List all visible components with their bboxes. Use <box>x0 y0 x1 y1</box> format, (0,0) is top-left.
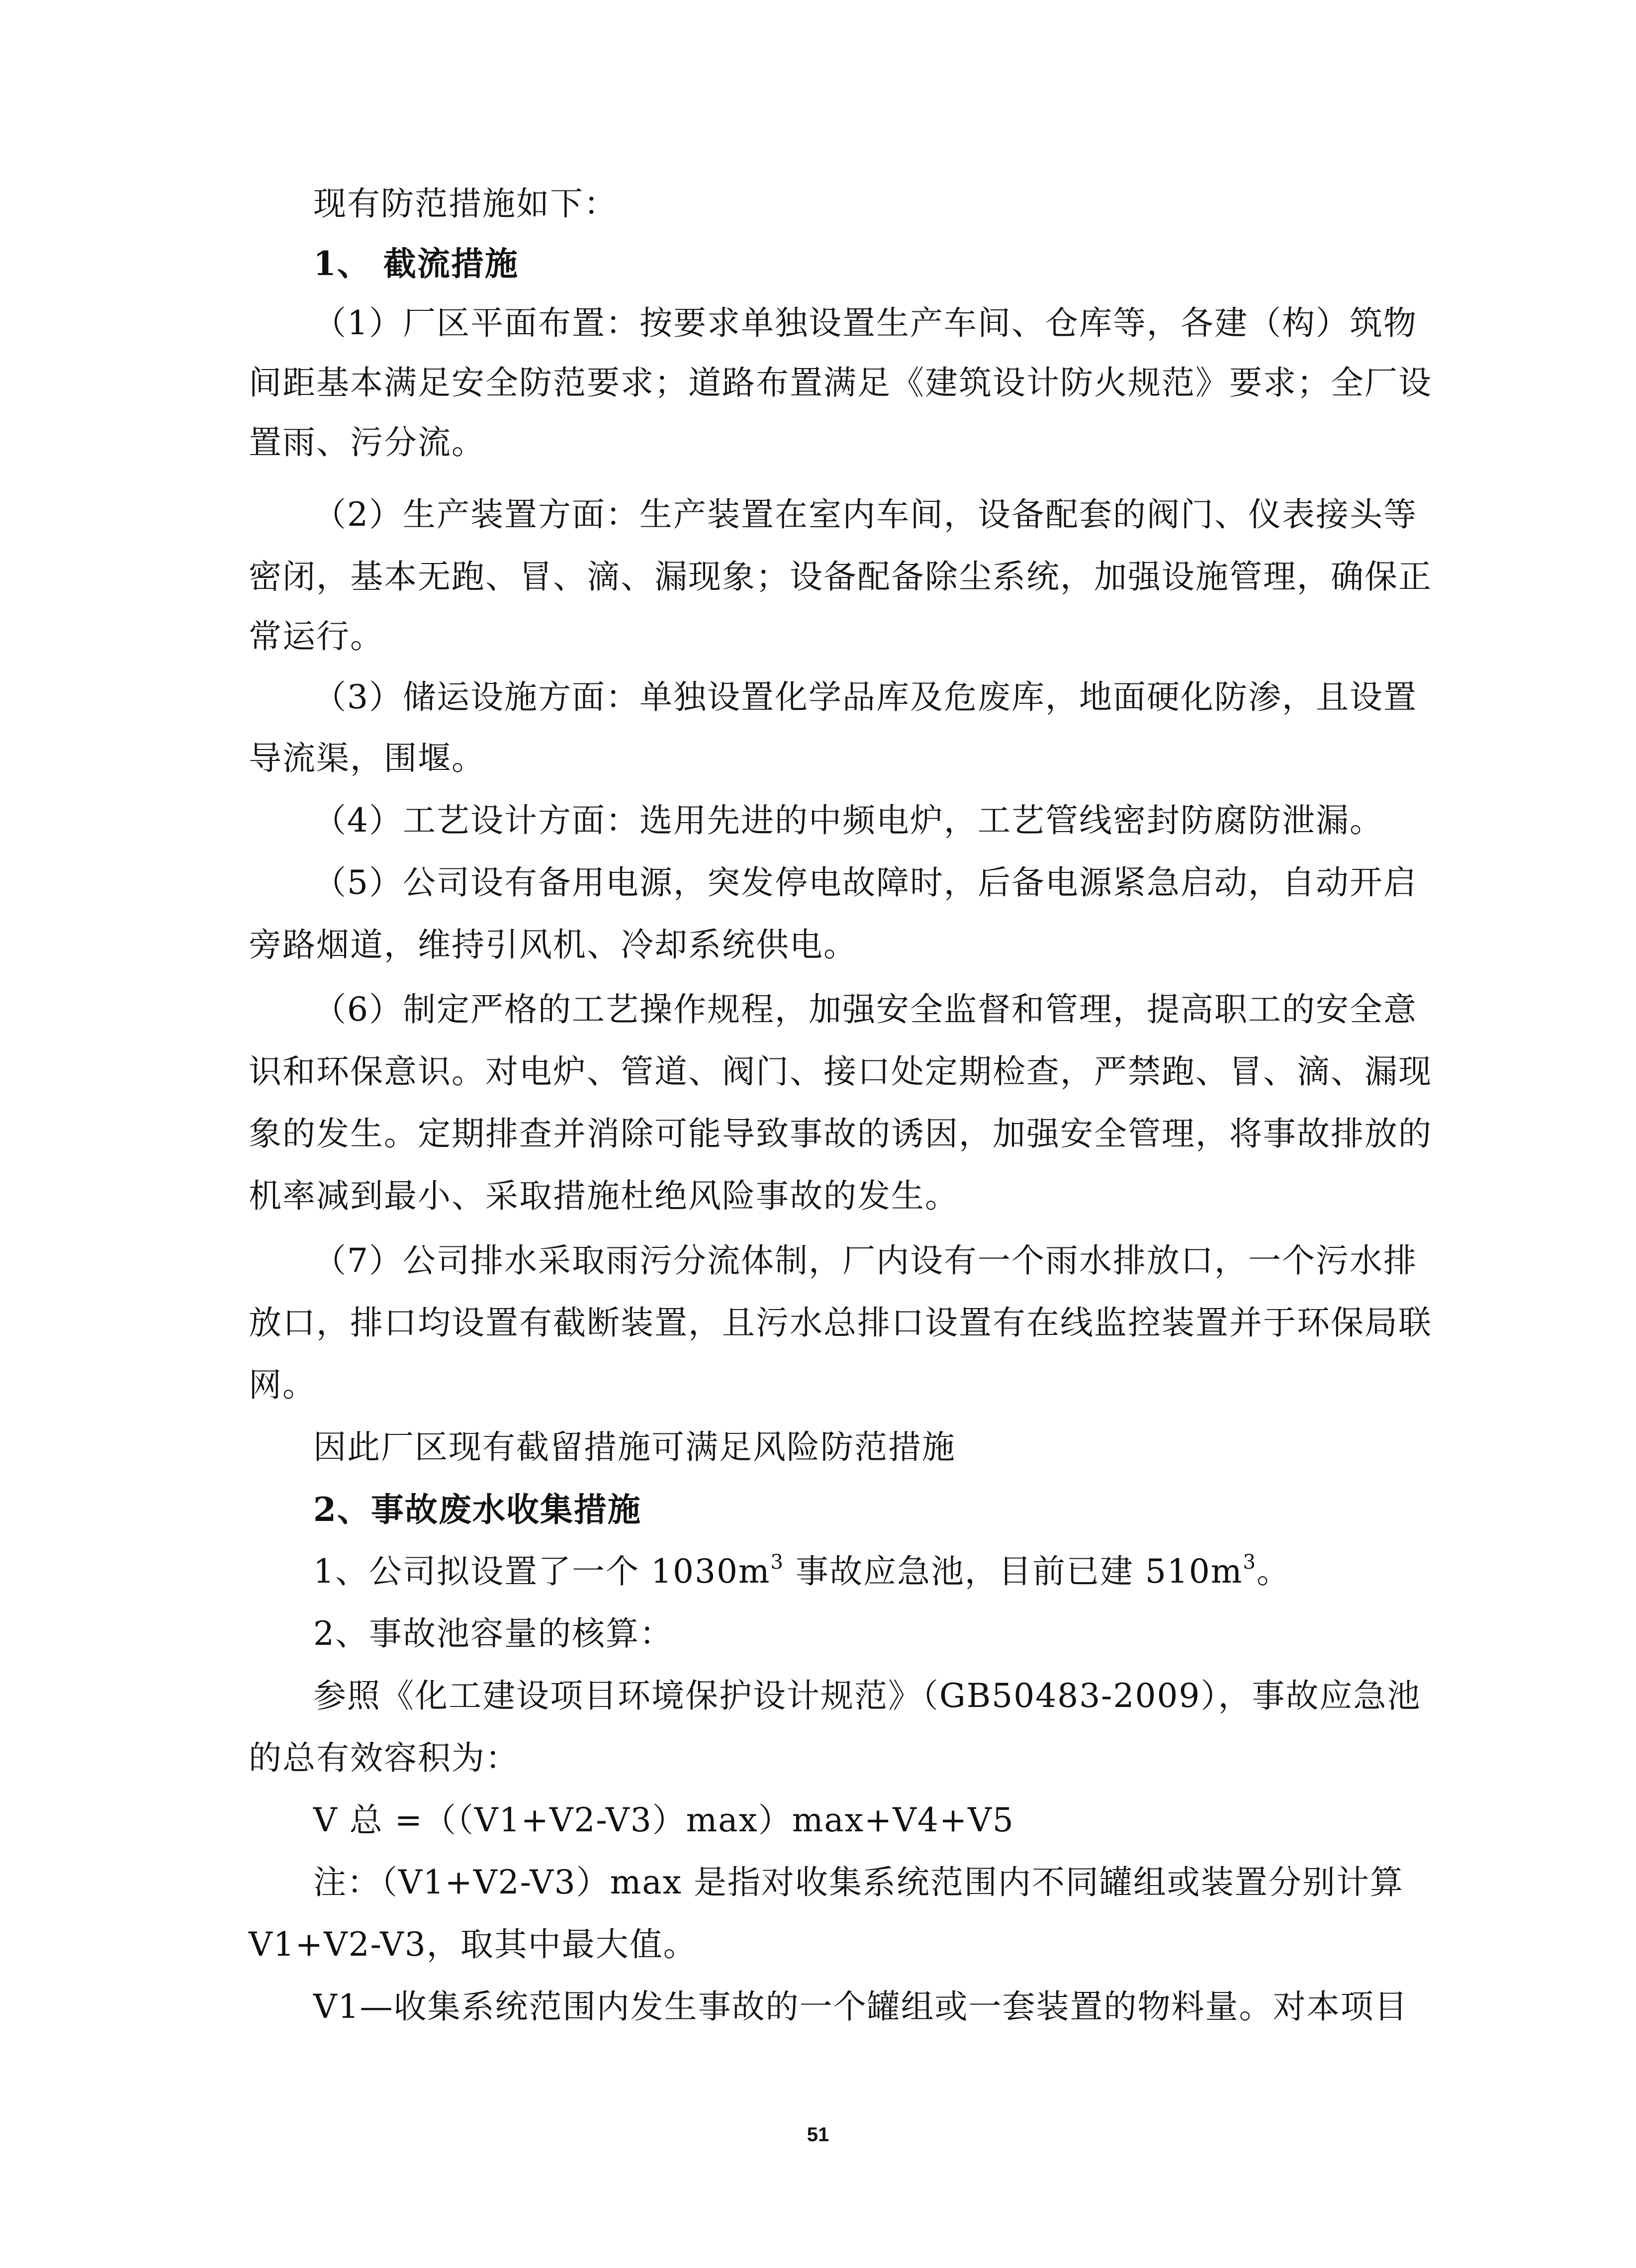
paragraph-line: 旁路烟道，维持引风机、冷却系统供电。 <box>249 926 857 964</box>
section-heading-1: 1、 截流措施 <box>313 244 519 283</box>
text-segment: 1、公司拟设置了一个 1030m <box>313 1552 771 1591</box>
section-heading-2: 2、事故废水收集措施 <box>313 1490 641 1529</box>
paragraph-line: 置雨、污分流。 <box>249 423 485 462</box>
paragraph-line: 密闭，基本无跑、冒、滴、漏现象；设备配备除尘系统，加强设施管理，确保正 <box>249 558 1432 596</box>
paragraph-line: V1+V2-V3，取其中最大值。 <box>249 1925 697 1964</box>
paragraph-line: 因此厂区现有截留措施可满足风险防范措施 <box>313 1428 956 1466</box>
paragraph-line: 的总有效容积为： <box>249 1739 519 1777</box>
paragraph-line: （4）工艺设计方面：选用先进的中频电炉，工艺管线密封防腐防泄漏。 <box>313 801 1383 840</box>
paragraph-line: 导流渠，围堰。 <box>249 739 485 777</box>
paragraph-line: 机率减到最小、采取措施杜绝风险事故的发生。 <box>249 1177 959 1215</box>
paragraph-line: 象的发生。定期排查并消除可能导致事故的诱因，加强安全管理，将事故排放的 <box>249 1115 1432 1153</box>
paragraph-line: （2）生产装置方面：生产装置在室内车间，设备配套的阀门、仪表接头等 <box>313 495 1417 534</box>
paragraph-line: 2、事故池容量的核算： <box>313 1614 673 1653</box>
text-segment: 事故应急池，目前已建 510m <box>784 1552 1243 1591</box>
paragraph-line: （1）厂区平面布置：按要求单独设置生产车间、仓库等，各建（构）筑物 <box>313 304 1417 342</box>
paragraph-line: （3）储运设施方面：单独设置化学品库及危废库，地面硬化防渗，且设置 <box>313 678 1417 716</box>
page-number: 51 <box>807 2124 829 2146</box>
paragraph-line: 常运行。 <box>249 617 384 656</box>
superscript: 3 <box>770 1551 784 1574</box>
paragraph-line: （6）制定严格的工艺操作规程，加强安全监督和管理，提高职工的安全意 <box>313 990 1417 1029</box>
paragraph-line: 网。 <box>249 1366 316 1404</box>
paragraph-line: （7）公司排水采取雨污分流体制，厂内设有一个雨水排放口，一个污水排 <box>313 1241 1417 1280</box>
paragraph-intro: 现有防范措施如下： <box>313 185 618 223</box>
paragraph-line: V1—收集系统范围内发生事故的一个罐组或一套装置的物料量。对本项目 <box>313 1987 1408 2026</box>
paragraph-line: 放口，排口均设置有截断装置，且污水总排口设置有在线监控装置并于环保局联 <box>249 1304 1432 1342</box>
paragraph-line: 参照《化工建设项目环境保护设计规范》（GB50483-2009），事故应急池 <box>313 1677 1421 1715</box>
superscript: 3 <box>1243 1551 1257 1574</box>
paragraph-line <box>313 1547 1402 1597</box>
paragraph-line: 识和环保意识。对电炉、管道、阀门、接口处定期检查，严禁跑、冒、滴、漏现 <box>249 1052 1432 1091</box>
text-segment: 。 <box>1256 1552 1290 1591</box>
formula-line: V 总 =（（V1+V2-V3）max）max+V4+V5 <box>313 1801 1014 1839</box>
paragraph-line: （5）公司设有备用电源，突发停电故障时，后备电源紧急启动，自动开启 <box>313 863 1417 902</box>
paragraph-line: 注：（V1+V2-V3）max 是指对收集系统范围内不同罐组或装置分别计算 <box>313 1863 1404 1901</box>
paragraph-line: 间距基本满足安全防范要求；道路布置满足《建筑设计防火规范》要求；全厂设 <box>249 364 1432 402</box>
